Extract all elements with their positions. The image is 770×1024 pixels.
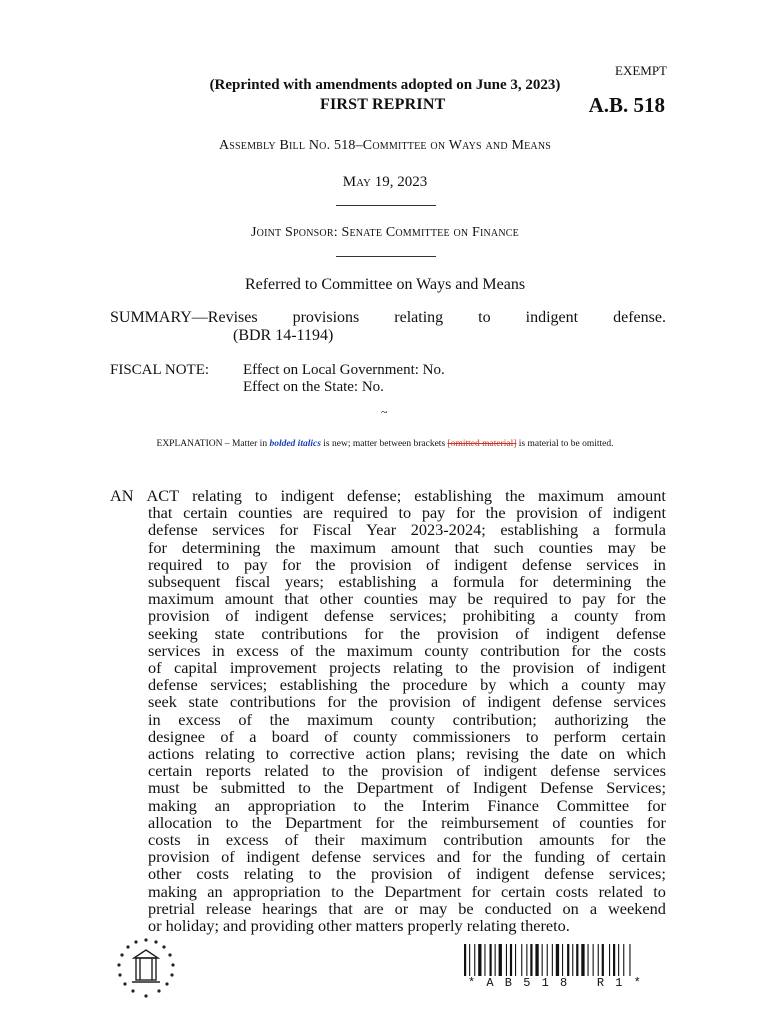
bdr-number: (BDR 14-1194) bbox=[233, 327, 334, 344]
reprint-note: (Reprinted with amendments adopted on June 3, 2023) bbox=[209, 77, 561, 93]
act-line: pretrial release hearings that are or may be conducted on a weekend bbox=[148, 898, 666, 918]
summary-word: to bbox=[478, 309, 491, 326]
act-line: or holiday; and providing other matters properly relating thereto. bbox=[148, 916, 570, 936]
fiscal-note-label: FISCAL NOTE: bbox=[110, 362, 210, 378]
act-line: designee of a board of county commissioners to perform certain bbox=[148, 726, 666, 746]
bill-number: A.B. 518 bbox=[588, 93, 665, 117]
act-line: defense services; establishing the procedure by which a county may bbox=[148, 675, 666, 695]
referred-line: Referred to Committee on Ways and Means bbox=[244, 276, 526, 293]
explanation-line bbox=[0, 439, 770, 449]
act-line: must be submitted to the Department of Indigent Defense Services; bbox=[148, 778, 666, 798]
act-line: making an appropriation to the Interim Finance Committee for bbox=[148, 795, 666, 815]
explanation-omitted: [omitted material] bbox=[447, 439, 517, 449]
act-line: other costs relating to the provision of indigent defense services; bbox=[148, 864, 666, 884]
assembly-bill-text: Assembly Bill No. 518–Committee on Ways and Means bbox=[218, 138, 552, 153]
explanation-prefix: EXPLANATION – Matter in bbox=[156, 439, 270, 449]
exempt-label: EXEMPT bbox=[615, 63, 667, 78]
summary-word: SUMMARY—Revises bbox=[110, 309, 258, 326]
act-line: costs in excess of their maximum contribution amounts for the bbox=[148, 830, 666, 850]
act-line: allocation to the Department for the reimbursement of counties for bbox=[148, 812, 666, 832]
act-line: seeking state contributions for the provision of indigent defense bbox=[148, 623, 666, 643]
act-line: seek state contributions for the provision of indigent defense services bbox=[148, 692, 666, 712]
act-line: for determining the maximum amount that such counties may be bbox=[148, 537, 666, 557]
act-text bbox=[110, 487, 666, 934]
explanation-suffix: is material to be omitted. bbox=[516, 439, 614, 449]
summary-word: relating bbox=[394, 309, 444, 326]
act-line: certain reports related to the provision of indigent defense services bbox=[148, 761, 666, 781]
explanation-middle: is new; matter between brackets bbox=[320, 439, 448, 449]
assembly-bill-line bbox=[0, 138, 770, 154]
fiscal-note-local: Effect on Local Government: No. bbox=[243, 362, 445, 378]
barcode-icon bbox=[464, 944, 660, 976]
fiscal-note-state: Effect on the State: No. bbox=[243, 379, 384, 395]
act-line: required to pay for the provision of indigent defense services in bbox=[148, 554, 666, 574]
act-line: making an appropriation to the Department for certain costs related to bbox=[148, 881, 666, 901]
act-line: provision of indigent defense services and for the funding of certain bbox=[148, 847, 666, 867]
summary bbox=[110, 309, 666, 327]
barcode-text: * A B 5 1 8 R 1 * bbox=[468, 976, 643, 990]
act-line: actions relating to corrective action plans; revising the date on which bbox=[148, 744, 666, 764]
bill-date-text: May 19, 2023 bbox=[342, 174, 428, 190]
summary-word: provisions bbox=[292, 309, 360, 326]
act-line: defense services for Fiscal Year 2023-2024; establishing a formula bbox=[148, 520, 666, 540]
summary-line bbox=[110, 309, 666, 327]
act-line: subsequent fiscal years; establishing a formula for determining the bbox=[148, 572, 666, 592]
act-line: that certain counties are required to pay for the provision of indigent bbox=[148, 503, 666, 523]
summary-word: defense. bbox=[613, 309, 666, 326]
divider-1 bbox=[336, 205, 436, 206]
act-line: provision of indigent defense services; prohibiting a county from bbox=[148, 606, 666, 626]
divider-2 bbox=[336, 256, 436, 257]
state-seal-icon bbox=[110, 936, 182, 1000]
first-reprint-label: FIRST REPRINT bbox=[320, 96, 446, 113]
tilde-separator: ~ bbox=[381, 405, 388, 419]
act-line: AN ACT relating to indigent defense; establishing the maximum amount bbox=[110, 486, 666, 505]
bill-date bbox=[0, 174, 770, 191]
act-line: services in excess of the maximum county contribution for the costs bbox=[148, 640, 666, 660]
summary-word: indigent bbox=[525, 309, 579, 326]
joint-sponsor-text: Joint Sponsor: Senate Committee on Finance bbox=[251, 225, 519, 240]
act-line: maximum amount that other counties may be required to pay for the bbox=[148, 589, 666, 609]
act-line: of capital improvement projects relating to the provision of indigent bbox=[148, 658, 666, 678]
joint-sponsor-line bbox=[0, 225, 770, 241]
explanation-bold-italics: bolded italics bbox=[269, 439, 321, 449]
act-line: in excess of the maximum county contribution; authorizing the bbox=[148, 709, 666, 729]
